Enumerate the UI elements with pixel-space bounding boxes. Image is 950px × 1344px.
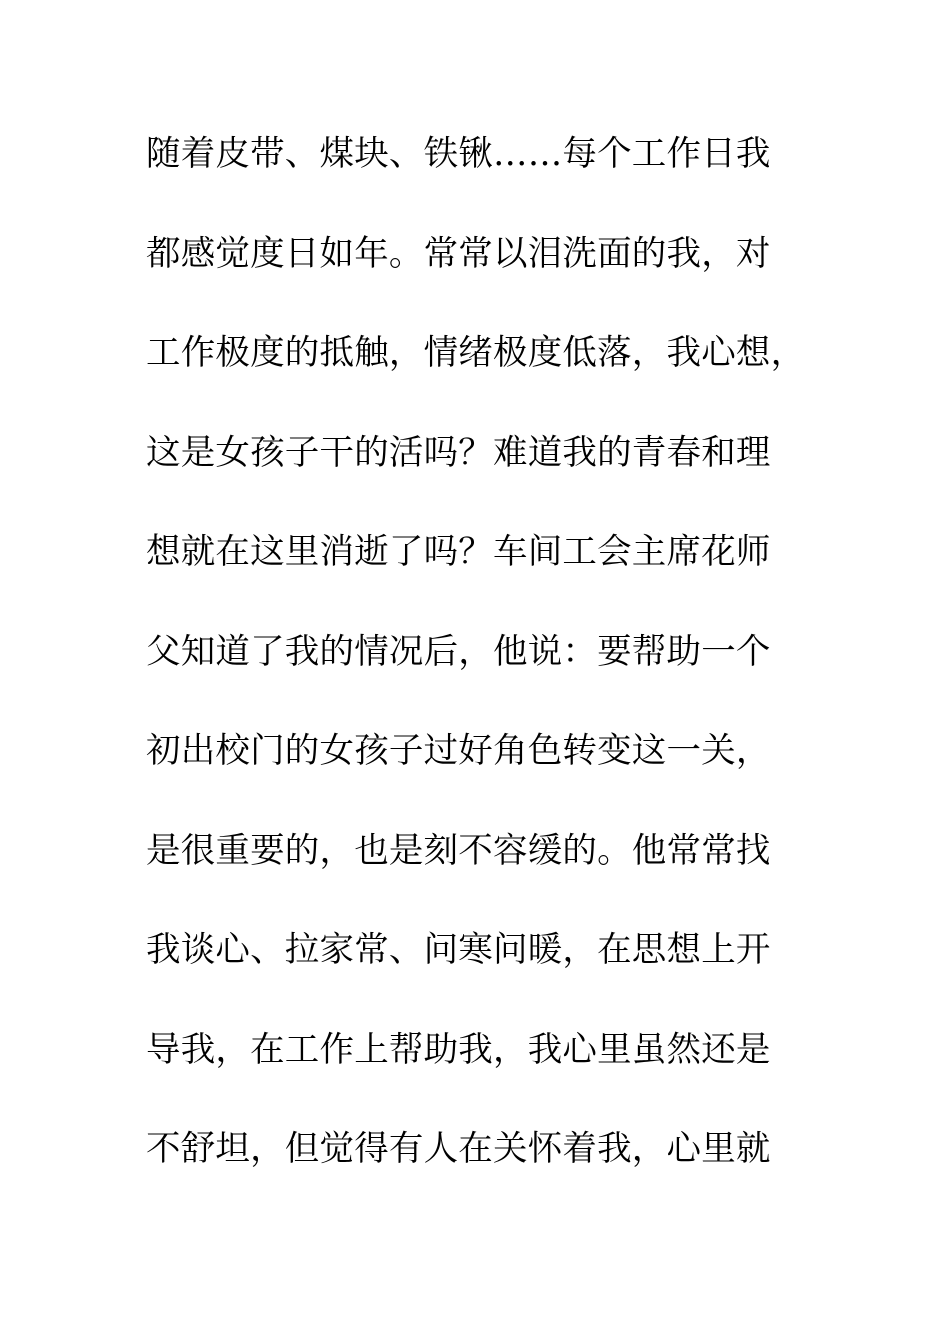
text-line-1: 随着皮带、煤块、铁锹……每个工作日我 — [146, 134, 771, 174]
text-line-3: 工作极度的抵触，情绪极度低落，我心想， — [146, 333, 806, 373]
text-line-8: 是很重要的，也是刻不容缓的。他常常找 — [146, 830, 771, 871]
body-text — [146, 126, 826, 1221]
text-line-11: 不舒坦，但觉得有人在关怀着我，心里就 — [146, 1129, 771, 1169]
text-line-6: 父知道了我的情况后，他说：要帮助一个 — [146, 631, 771, 672]
text-line-5: 想就在这里消逝了吗？车间工会主席花师 — [146, 532, 771, 572]
text-line-7: 初出校门的女孩子过好角色转变这一关， — [146, 731, 771, 771]
text-line-10: 导我，在工作上帮助我，我心里虽然还是 — [146, 1029, 771, 1070]
text-line-2: 都感觉度日如年。常常以泪洗面的我，对 — [146, 233, 771, 274]
text-line-9: 我谈心、拉家常、问寒问暖，在思想上开 — [146, 930, 771, 970]
text-line-4: 这是女孩子干的活吗？难道我的青春和理 — [146, 432, 771, 473]
